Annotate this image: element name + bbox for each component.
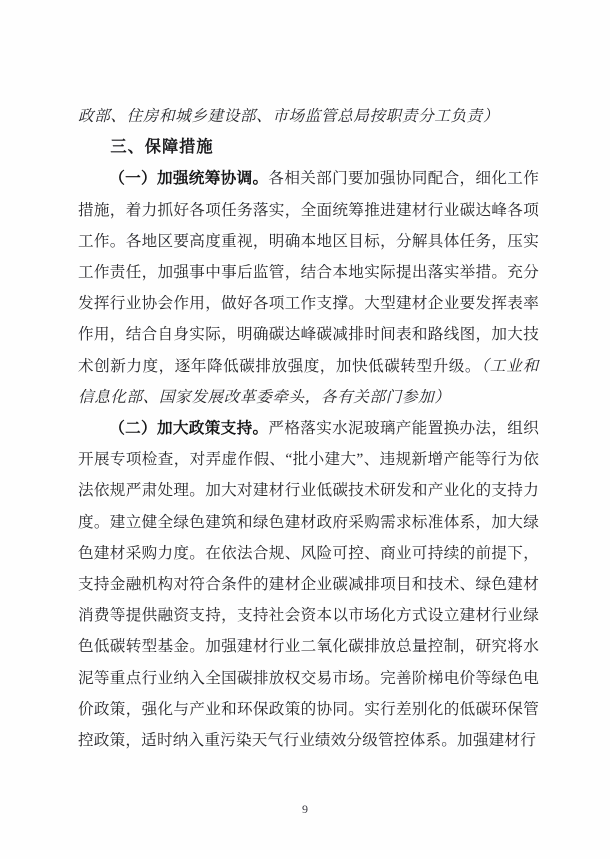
paragraph-2 <box>78 413 539 756</box>
paragraph-continuation <box>78 101 539 132</box>
continuation-text: 政部、住房和城乡建设部、市场监管总局按职责分工负责） <box>78 108 500 125</box>
page-number: 9 <box>302 802 308 816</box>
page-content <box>78 101 539 756</box>
paragraph-2-lead: （二）加大政策支持。 <box>109 420 269 438</box>
paragraph-1-attribution: （工业和信息化部、国家发展改革委牵头，各有关部门参加） <box>78 357 539 406</box>
paragraph-1 <box>78 163 539 413</box>
paragraph-2-body: 严格落实水泥玻璃产能置换办法，组织开展专项检查，对弄虚作假、“批小建大”、违规新增产能等行为依法依规严肃处理。加大对建材行业低碳技术研发和产业化的支持力度。建立健全绿色建筑和绿色建材政府采购需求标准体系，加大绿色建材采购力度。在依法合规、风险可控、商业可持续的前提下，支持金融机构对符合条件的建材企业碳减排项目和技术、绿色建材消费等提供融资支持，支持社会资本以市场化方式设立建材行业绿色低碳转型基金。加强建材行业二氧化碳排放总量控制，研究将水泥等重点行业纳入全国碳排放权交易市场。完善阶梯电价等绿色电价政策，强化与产业和环保政策的协同。实行差别化的低碳环保管控政策，适时纳入重污染天气行业绩效分级管控体系。加强建材行 <box>78 420 539 750</box>
paragraph-1-lead: （一）加强统筹协调。 <box>109 170 269 188</box>
section-heading: 三、保障措施 <box>110 138 214 157</box>
paragraph-1-body: 各相关部门要加强协同配合，细化工作措施，着力抓好各项任务落实，全面统筹推进建材行业碳达峰各项工作。各地区要高度重视，明确本地区目标，分解具体任务，压实工作责任，加强事中事后监管，结合本地实际提出落实举措。充分发挥行业协会作用，做好各项工作支撑。大型建材企业要发挥表率作用，结合自身实际，明确碳达峰碳减排时间表和路线图，加大技术创新力度，逐年降低碳排放强度，加快低碳转型升级。 <box>78 170 539 375</box>
